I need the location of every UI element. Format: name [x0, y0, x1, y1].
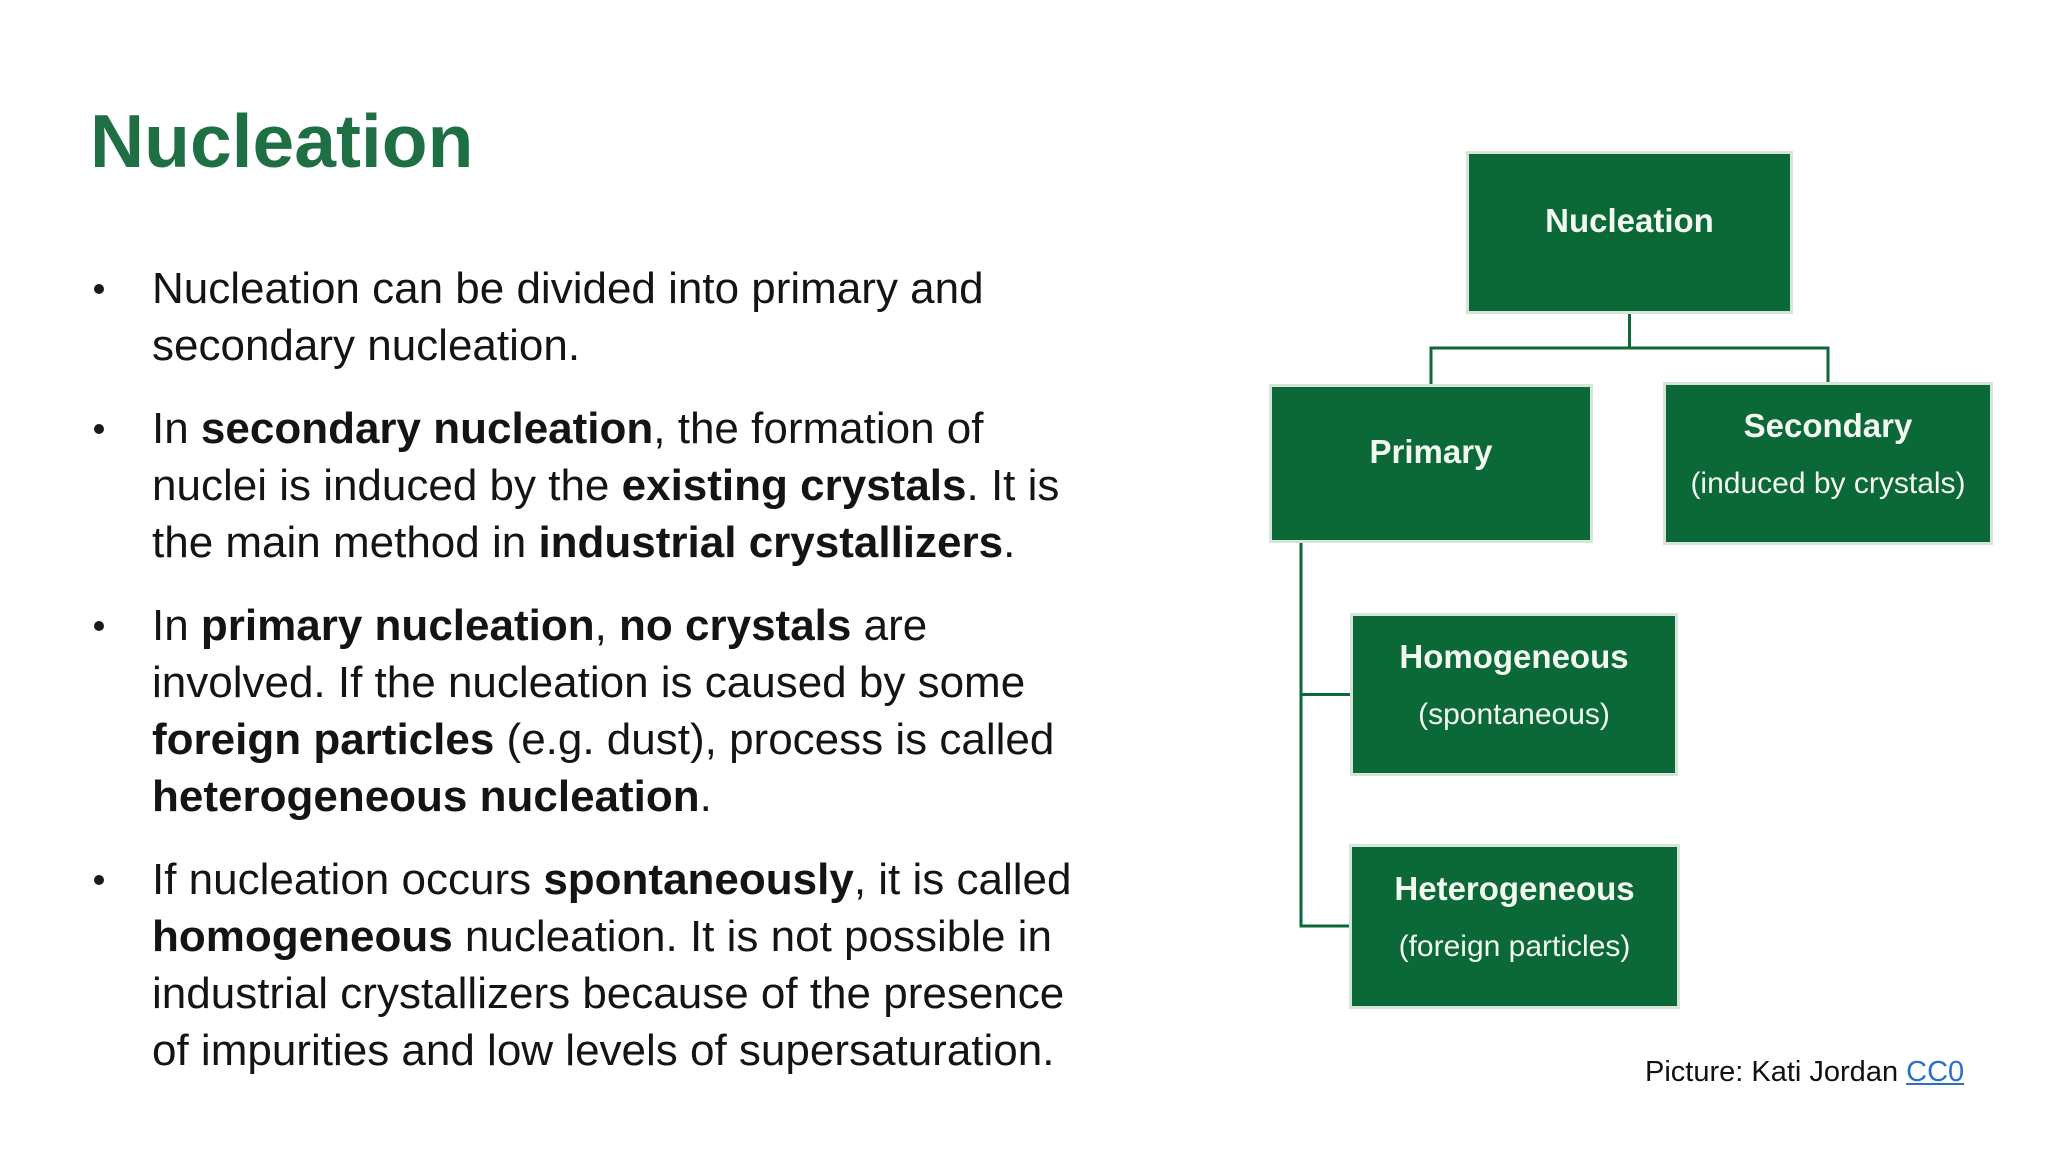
node-label: Nucleation	[1545, 201, 1714, 239]
node-sublabel: (foreign particles)	[1398, 929, 1631, 963]
text-line: nuclei is induced by the existing crystals. It is	[152, 461, 1060, 510]
text-line: industrial crystallizers because of the presence	[152, 969, 1065, 1018]
node-text	[1399, 637, 1628, 733]
node-label: Heterogeneous	[1394, 869, 1635, 907]
text-line: heterogeneous nucleation.	[152, 772, 712, 821]
text-line: foreign particles (e.g. dust), process is called	[152, 715, 1055, 764]
node-label: Secondary	[1743, 406, 1913, 444]
node-label: Homogeneous	[1399, 637, 1629, 675]
text-line: In secondary nucleation, the formation of	[152, 404, 984, 453]
diagram-node-secondary	[1663, 382, 1993, 545]
page-title: Nucleation	[90, 99, 474, 183]
cc0-license-link[interactable]: CC0	[1906, 1056, 1965, 1088]
text-line: involved. If the nucleation is caused by some	[152, 658, 1026, 707]
text-line: If nucleation occurs spontaneously, it is called	[152, 855, 1072, 904]
picture-credit	[1645, 1056, 1964, 1089]
picture-credit-text: Picture: Kati Jordan	[1645, 1056, 1907, 1088]
text-line: Nucleation can be divided into primary and	[152, 264, 984, 313]
diagram-node-heterogeneous	[1349, 844, 1680, 1009]
diagram-node-homogeneous	[1350, 613, 1678, 776]
node-sublabel: (induced by crystals)	[1690, 466, 1966, 500]
diagram-node-nucleation	[1466, 151, 1793, 314]
node-text	[1690, 406, 1965, 502]
node-text	[1394, 869, 1634, 965]
text-line: secondary nucleation.	[152, 321, 581, 370]
text-line: the main method in industrial crystallizers.	[152, 518, 1016, 567]
diagram-node-primary	[1269, 384, 1593, 543]
text-line: homogeneous nucleation. It is not possible in	[152, 912, 1052, 961]
node-label: Primary	[1369, 432, 1493, 470]
text-line: In primary nucleation, no crystals are	[152, 601, 928, 650]
node-sublabel: (spontaneous)	[1418, 697, 1610, 731]
text-line: of impurities and low levels of supersaturation.	[152, 1026, 1055, 1075]
